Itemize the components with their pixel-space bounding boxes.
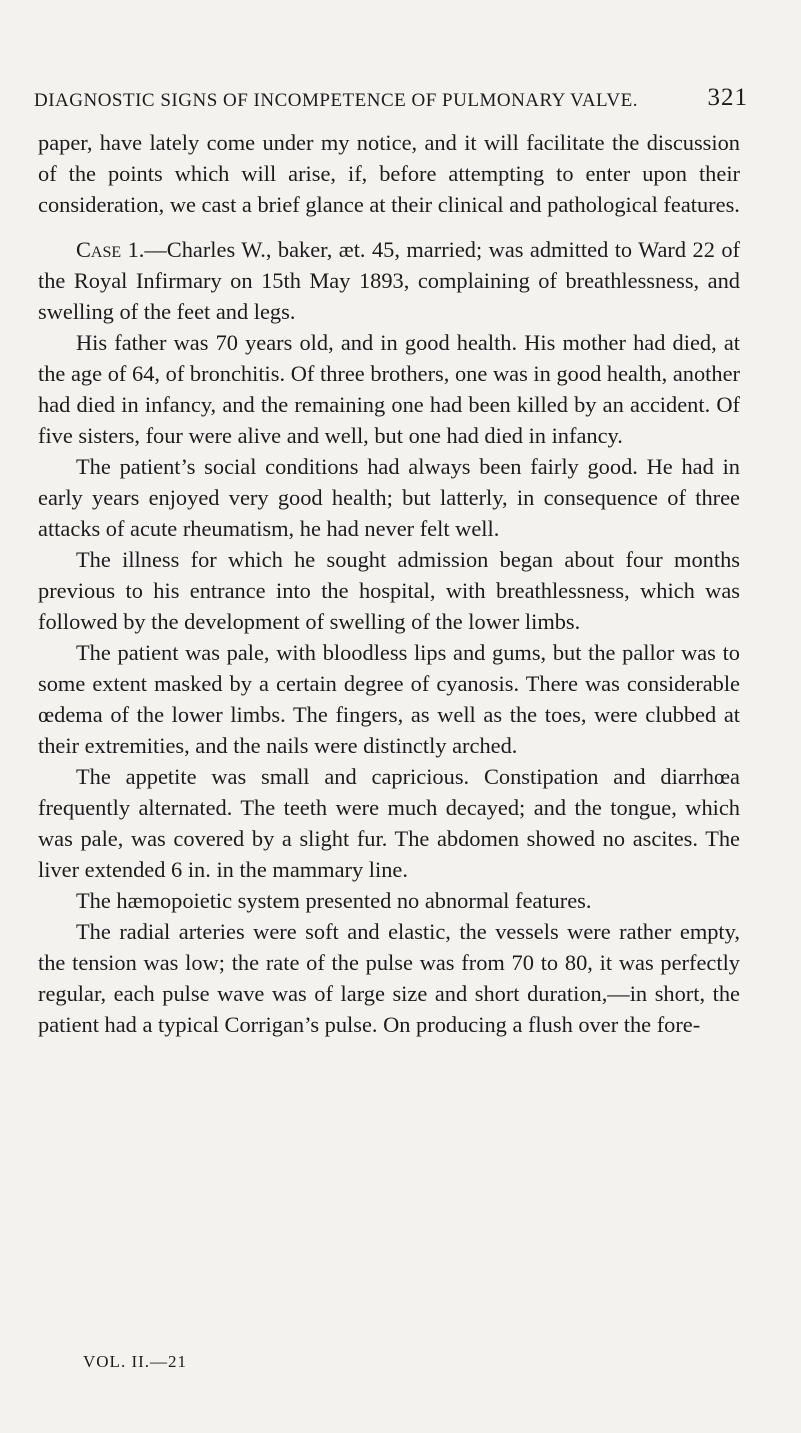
body-text: [38, 127, 740, 1040]
paragraph-haemopoietic: The hæmopoietic system presented no abnormal features.: [76, 888, 592, 913]
case-label: Case 1.: [76, 237, 145, 262]
paragraph-digestive: The appetite was small and capricious. Constipation and diarrhœa frequently alternated. The teeth were much decayed; and the tongue, which was pale, was covered by a slight fur. The abdomen showed no ascites. The liver extended 6 in. in the mammary line.: [38, 764, 740, 882]
signature-mark: VOL. II.—21: [83, 1352, 188, 1371]
page-number: 321: [707, 84, 748, 111]
paragraph-appearance: The patient was pale, with bloodless lips and gums, but the pallor was to some extent masked by a certain degree of cyanosis. There was considerable œdema of the lower limbs. The fingers, as well as the toes, were clubbed at their extremities, and the nails were distinctly arched.: [38, 640, 740, 758]
running-header: [30, 82, 750, 118]
paragraph-social-conditions: The patient’s social conditions had always been fairly good. He had in early years enjoyed very good health; but latterly, in consequence of three attacks of acute rheumatism, he had never felt well.: [38, 454, 740, 541]
paragraph-pulse: The radial arteries were soft and elastic, the vessels were rather empty, the tension was low; the rate of the pulse was from 70 to 80, it was perfectly regular, each pulse wave was of large size and short duration,—in short, the patient had a typical Corrigan’s pulse. On producing a flush over the fore-: [38, 919, 740, 1037]
paragraph-family-history: His father was 70 years old, and in good health. His mother had died, at the age of 64, of bronchitis. Of three brothers, one was in good health, another had died in infancy, and the remaining one had been killed by an accident. Of five sisters, four were alive and well, but one had died in infancy.: [38, 330, 740, 448]
case-text: —Charles W., baker, æt. 45, married; was admitted to Ward 22 of the Royal Infirmary on 15th May 1893, complaining of breathlessness, and swelling of the feet and legs.: [38, 237, 740, 324]
opening-paragraph: paper, have lately come under my notice, and it will facilitate the discussion of the points which will arise, if, before attempting to enter upon their consideration, we cast a brief glance at their clinical and pathological features.: [38, 130, 740, 217]
case-heading-paragraph: [38, 234, 740, 327]
running-title: DIAGNOSTIC SIGNS OF INCOMPETENCE OF PULMONARY VALVE.: [34, 90, 638, 111]
paragraph-illness-onset: The illness for which he sought admission began about four months previous to his entrance into the hospital, with breathlessness, which was followed by the development of swelling of the lower limbs.: [38, 547, 740, 634]
